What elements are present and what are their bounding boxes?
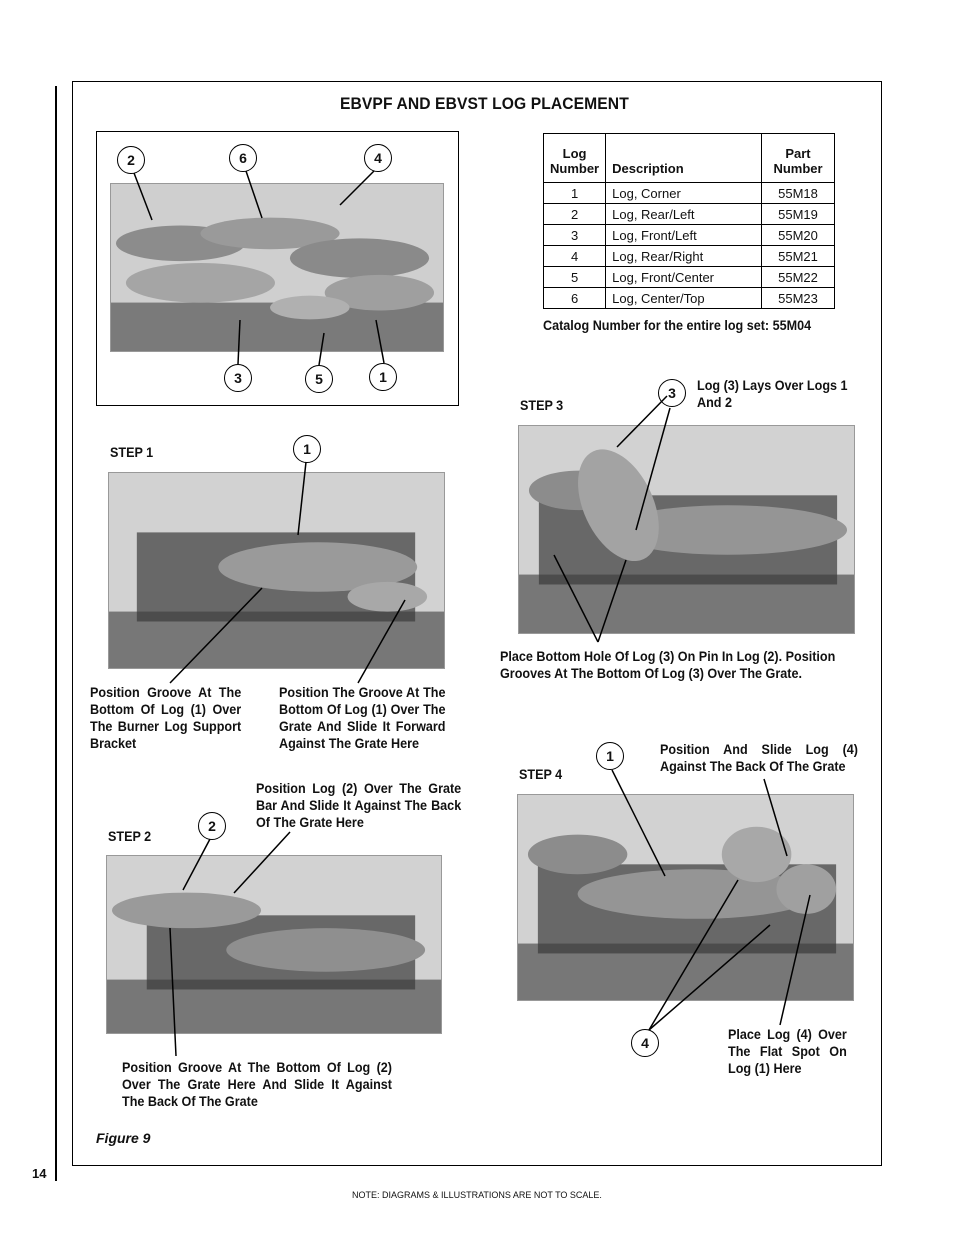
header-log-number: Log Number [544,134,606,183]
step4-label: STEP 4 [519,766,563,782]
cell-number: 2 [544,204,606,225]
cell-part: 55M21 [762,246,835,267]
header-description: Description [606,134,762,183]
overview-callout-6: 6 [229,144,257,172]
cell-description: Log, Front/Center [606,267,762,288]
cell-description: Log, Corner [606,183,762,204]
step1-right-caption: Position The Groove At The Bottom Of Log (1) Over The Grate And Slide It Forward Against The Grate Here [279,684,446,751]
table-row [544,267,835,288]
step2-bottom-caption: Position Groove At The Bottom Of Log (2) Over The Grate Here And Slide It Against The Back Of The Grate [122,1059,392,1109]
step1-label: STEP 1 [110,444,154,460]
cell-description: Log, Rear/Left [606,204,762,225]
overview-photo [110,183,444,352]
page-number: 14 [32,1166,47,1181]
cell-number: 6 [544,288,606,309]
step4-callout-4: 4 [631,1029,659,1057]
cell-number: 1 [544,183,606,204]
step2-label: STEP 2 [108,828,152,844]
cell-number: 3 [544,225,606,246]
table-row [544,288,835,309]
step4-bottom-caption: Place Log (4) Over The Flat Spot On Log (1) Here [728,1026,847,1076]
cell-part: 55M23 [762,288,835,309]
step2-photo [106,855,442,1034]
step1-left-caption: Position Groove At The Bottom Of Log (1) Over The Burner Log Support Bracket [90,684,242,751]
cell-number: 5 [544,267,606,288]
step2-callout-2: 2 [198,812,226,840]
step2-top-caption: Position Log (2) Over The Grate Bar And Slide It Against The Back Of The Grate Here [256,780,462,830]
table-row [544,246,835,267]
table-row [544,204,835,225]
overview-callout-5: 5 [305,365,333,393]
parts-table [543,133,835,309]
overview-callout-2: 2 [117,146,145,174]
cell-description: Log, Front/Left [606,225,762,246]
overview-callout-1: 1 [369,363,397,391]
step1-photo [108,472,445,669]
table-row [544,225,835,246]
cell-description: Log, Rear/Right [606,246,762,267]
header-part-number: Part Number [762,134,835,183]
step1-callout-1: 1 [293,435,321,463]
step4-top-caption: Position And Slide Log (4) Against The Back Of The Grate [660,741,858,774]
step3-photo [518,425,855,634]
page-title: EBVPF AND EBVST LOG PLACEMENT [340,94,629,113]
step3-bottom-caption: Place Bottom Hole Of Log (3) On Pin In Log (2). Position Grooves At The Bottom Of Log (3) Over The Grate. [500,648,836,681]
overview-callout-3: 3 [224,364,252,392]
step3-top-caption: Log (3) Lays Over Logs 1 And 2 [697,377,848,410]
step3-label: STEP 3 [520,397,564,413]
cell-description: Log, Center/Top [606,288,762,309]
cell-part: 55M22 [762,267,835,288]
margin-rule [55,86,57,1181]
step4-photo [517,794,854,1001]
step4-callout-1: 1 [596,742,624,770]
cell-part: 55M20 [762,225,835,246]
catalog-note: Catalog Number for the entire log set: 55M04 [543,317,812,333]
parts-table-header [544,134,835,183]
figure-label: Figure 9 [96,1130,151,1146]
table-row [544,183,835,204]
cell-part: 55M18 [762,183,835,204]
step3-callout-3: 3 [658,379,686,407]
footer-note: NOTE: DIAGRAMS & ILLUSTRATIONS ARE NOT TO SCALE. [352,1190,602,1200]
cell-part: 55M19 [762,204,835,225]
overview-callout-4: 4 [364,144,392,172]
cell-number: 4 [544,246,606,267]
